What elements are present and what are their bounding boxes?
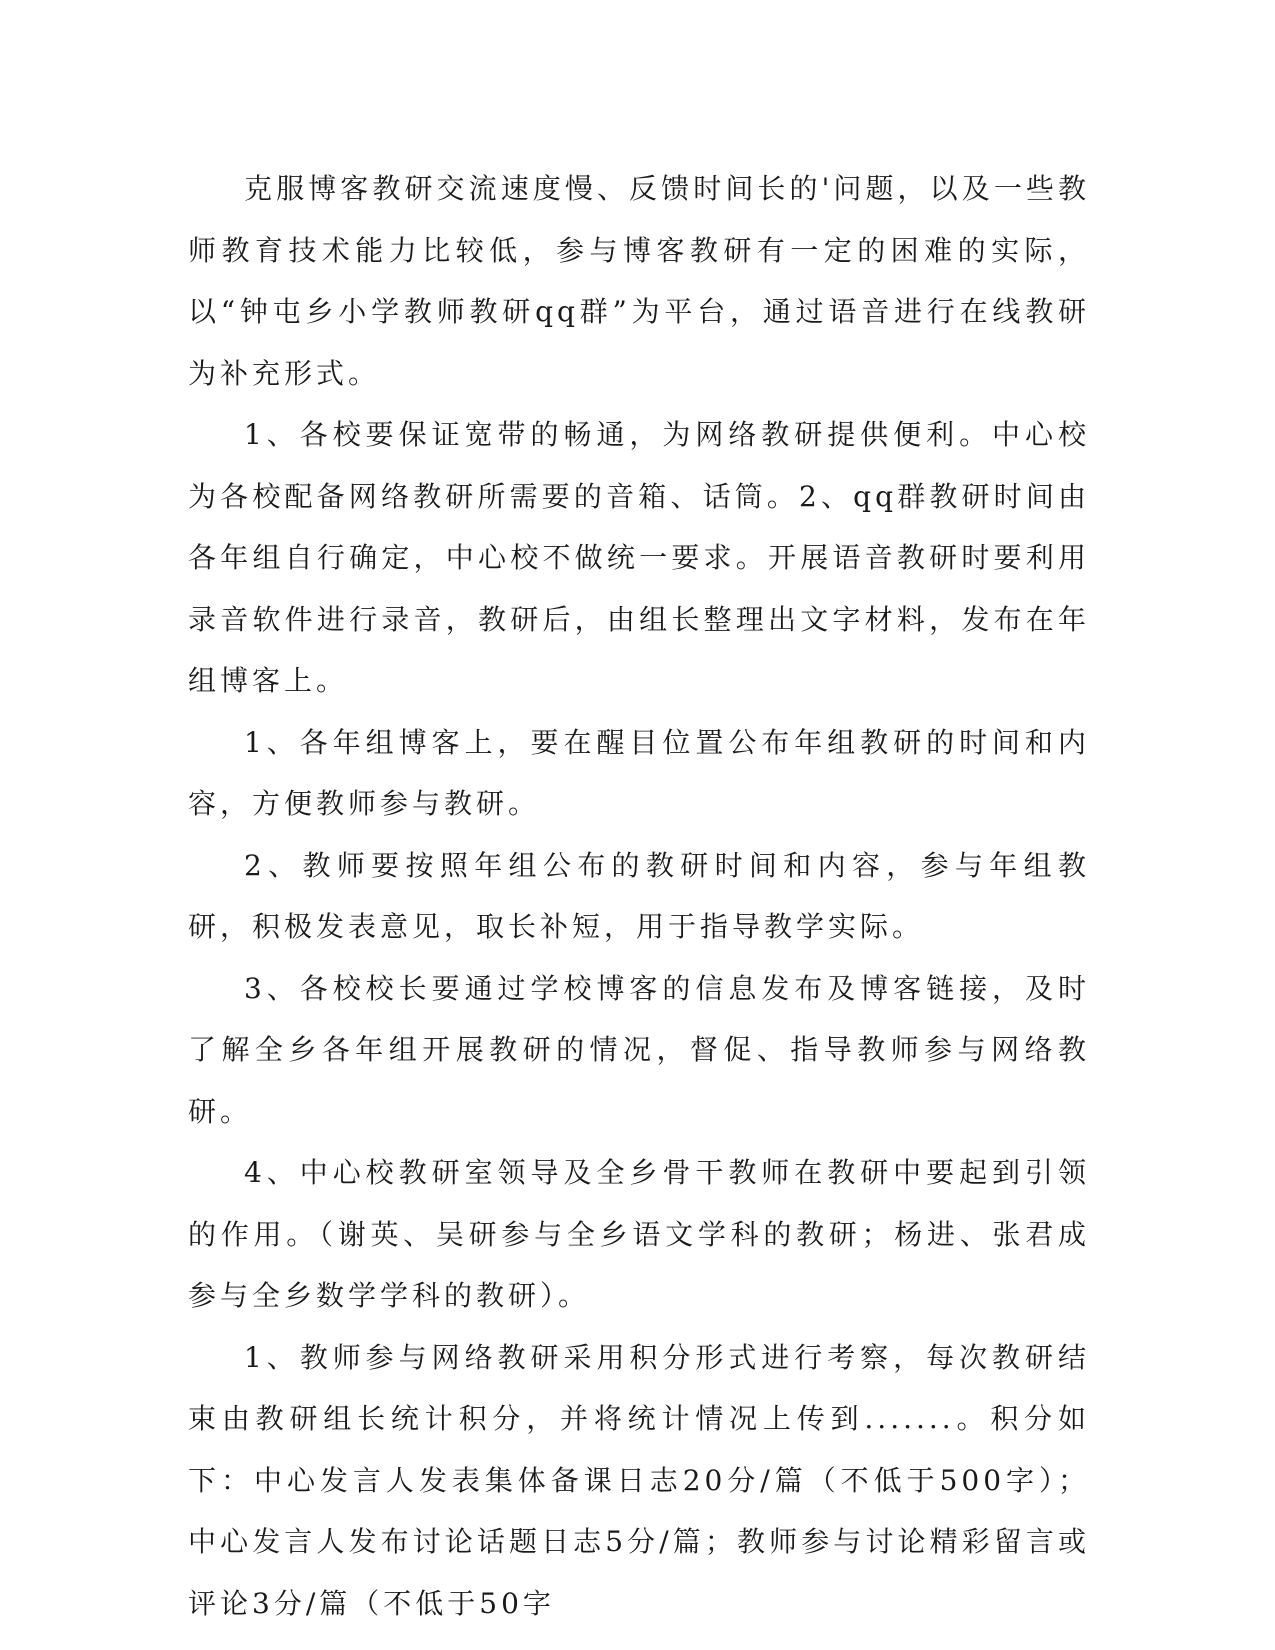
paragraph-scoring: 1、教师参与网络教研采用积分形式进行考察，每次教研结束由教研组长统计积分，并将统计情况上传到.......。积分如下：中心发言人发表集体备课日志20分/篇（不低于500字）；中心发言人发布讨论话题日志5分/篇；教师参与讨论精彩留言或评论3分/篇（不低于50字 [188, 1340, 1090, 1620]
paragraph-equipment: 1、各校要保证宽带的畅通，为网络教研提供便利。中心校为各校配备网络教研所需要的音箱、话筒。2、qq群教研时间由各年组自行确定，中心校不做统一要求。开展语音教研时要利用录音软件进行录音，教研后，由组长整理出文字材料，发布在年组博客上。 [188, 418, 1090, 697]
paragraph-teacher-participation: 2、教师要按照年组公布的教研时间和内容，参与年组教研，积极发表意见，取长补短，用于指导教学实际。 [188, 848, 1090, 943]
document-body [188, 158, 1090, 1634]
paragraph-principal-duty: 3、各校校长要通过学校博客的信息发布及博客链接，及时了解全乡各年组开展教研的情况，督促、指导教师参与网络教研。 [188, 971, 1090, 1128]
paragraph-leadership: 4、中心校教研室领导及全乡骨干教师在教研中要起到引领的作用。（谢英、吴研参与全乡语文学科的教研；杨进、张君成参与全乡数学学科的教研）。 [188, 1156, 1090, 1312]
paragraph-blog-schedule: 1、各年组博客上，要在醒目位置公布年组教研的时间和内容，方便教师参与教研。 [188, 725, 1090, 820]
paragraph-intro: 克服博客教研交流速度慢、反馈时间长的'问题，以及一些教师教育技术能力比较低，参与博客教研有一定的困难的实际，以“钟屯乡小学教师教研qq群”为平台，通过语音进行在线教研为补充形式。 [188, 172, 1090, 390]
